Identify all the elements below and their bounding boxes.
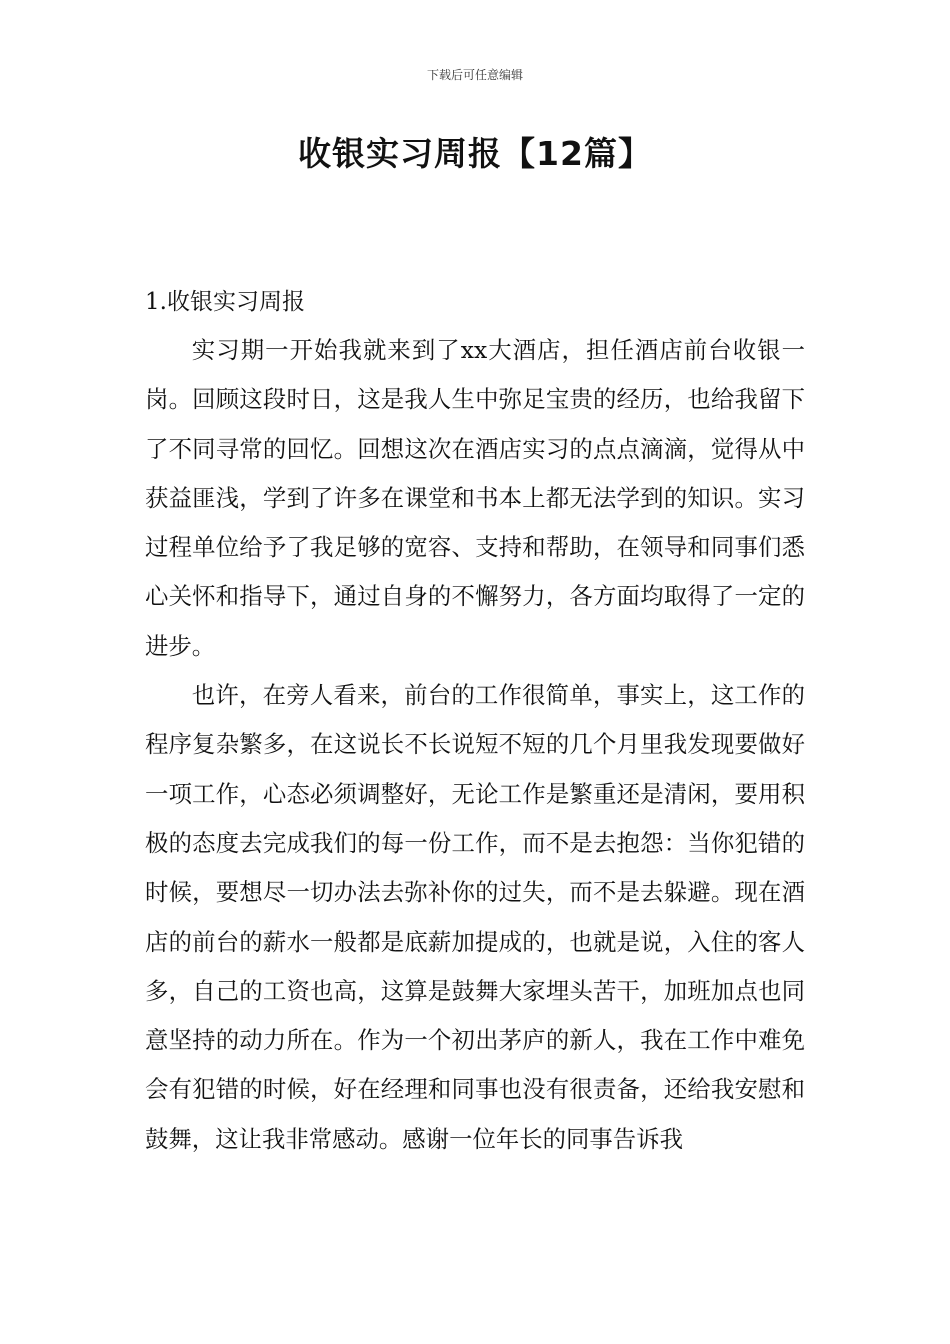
page-header-note: 下载后可任意编辑 bbox=[426, 68, 523, 82]
paragraph-2: 也许，在旁人看来，前台的工作很简单，事实上，这工作的程序复杂繁多，在这说长不长说短不短的几个月里我发现要做好一项工作，心态必须调整好，无论工作是繁重还是清闲，要用积极的态度去完成我们的每一份工作，而不是去抱怨：当你犯错的时候，要想尽一切办法去弥补你的过失，而不是去躲避。现在酒店的前台的薪水一般都是底薪加提成的，也就是说，入住的客人多，自己的工资也高，这算是鼓舞大家埋头苦干，加班加点也同意坚持的动力所在。作为一个初出茅庐的新人，我在工作中难免会有犯错的时候，好在经理和同事也没有很责备，还给我安慰和鼓舞，这让我非常感动。感谢一位年长的同事告诉我 bbox=[145, 681, 805, 1153]
section-heading: 1.收银实习周报 bbox=[145, 289, 305, 315]
paragraph-1: 实习期一开始我就来到了xx大酒店，担任酒店前台收银一岗。回顾这段时日，这是我人生中弥足宝贵的经历，也给我留下了不同寻常的回忆。回想这次在酒店实习的点点滴滴，觉得从中获益匪浅，学到了许多在课堂和书本上都无法学到的知识。实习过程单位给予了我足够的宽容、支持和帮助，在领导和同事们悉心关怀和指导下，通过自身的不懈努力，各方面均取得了一定的进步。 bbox=[145, 336, 805, 660]
document-title: 收银实习周报【12篇】 bbox=[298, 134, 652, 173]
document-body bbox=[145, 326, 805, 1164]
